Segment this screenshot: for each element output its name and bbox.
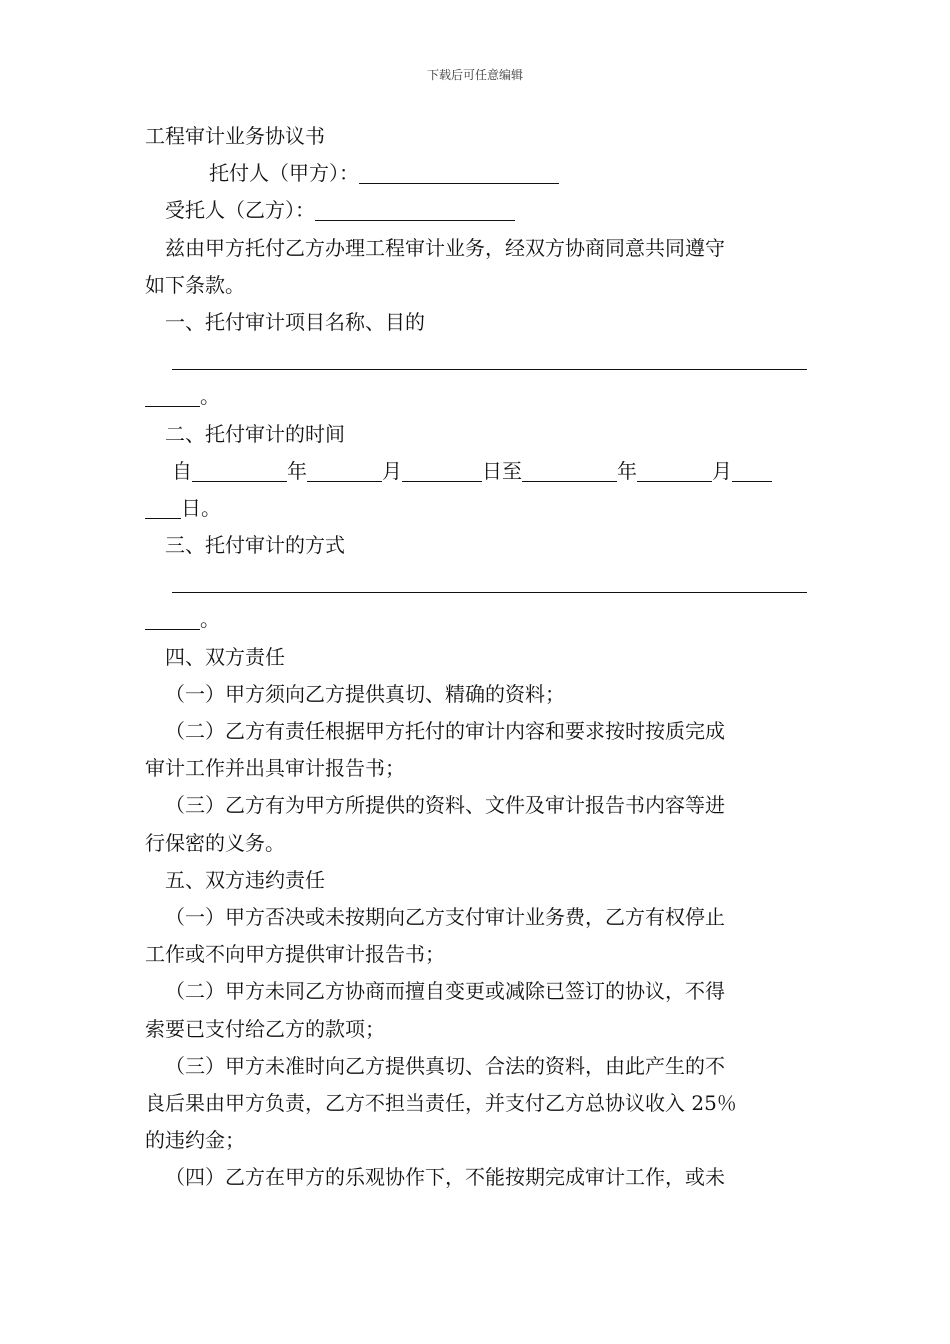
section-5-item-3b: 良后果由甲方负责，乙方不担当责任，并支付乙方总协议收入 25％ bbox=[145, 1090, 737, 1115]
end-month-blank bbox=[637, 457, 712, 482]
intro-line-2: 如下条款。 bbox=[145, 272, 245, 297]
section-3-title: 三、托付审计的方式 bbox=[165, 533, 345, 558]
party-a-blank bbox=[359, 159, 559, 184]
time-year-2: 年 bbox=[617, 458, 637, 483]
end-day-blank-2 bbox=[145, 494, 181, 519]
section-1-blank-end bbox=[145, 378, 810, 415]
start-year-blank bbox=[192, 457, 287, 482]
time-line bbox=[145, 453, 810, 490]
section-5-item-2b: 索要已支付给乙方的款项； bbox=[145, 1016, 385, 1041]
section-5-item-4a: （四）乙方在甲方的乐观协作下，不能按期完成审计工作，或未 bbox=[165, 1165, 725, 1190]
period: 。 bbox=[200, 384, 220, 409]
section-4-item-2b: 审计工作并出具审计报告书； bbox=[145, 756, 405, 781]
time-month: 月 bbox=[382, 458, 402, 483]
section-1-blank bbox=[172, 345, 807, 370]
time-day-end: 日。 bbox=[181, 495, 221, 520]
period-2: 。 bbox=[200, 607, 220, 632]
section-3-blank bbox=[172, 568, 807, 593]
party-a-label: 托付人（甲方）： bbox=[209, 161, 359, 186]
party-b-blank bbox=[315, 196, 515, 221]
section-5-item-2a: （二）甲方未同乙方协商而擅自变更或减除已签订的协议，不得 bbox=[165, 979, 725, 1004]
section-2-title: 二、托付审计的时间 bbox=[165, 421, 345, 446]
end-year-blank bbox=[522, 457, 617, 482]
section-4-item-3b: 行保密的义务。 bbox=[145, 830, 285, 855]
section-3-blank-tail bbox=[145, 605, 200, 630]
section-1-title: 一、托付审计项目名称、目的 bbox=[165, 309, 425, 334]
time-line-end bbox=[145, 490, 810, 527]
party-a-line bbox=[145, 155, 810, 192]
start-month-blank bbox=[307, 457, 382, 482]
section-3-blank-line bbox=[145, 564, 810, 601]
party-b-line bbox=[145, 192, 810, 229]
section-5-item-1a: （一）甲方否决或未按期向乙方支付审计业务费，乙方有权停止 bbox=[165, 904, 725, 929]
section-4-item-3a: （三）乙方有为甲方所提供的资料、文件及审计报告书内容等进 bbox=[165, 793, 725, 818]
time-month-2: 月 bbox=[712, 458, 732, 483]
agreement-document bbox=[145, 118, 810, 1196]
end-day-blank-1 bbox=[732, 457, 772, 482]
section-4-item-2a: （二）乙方有责任根据甲方托付的审计内容和要求按时按质完成 bbox=[165, 719, 725, 743]
section-5-item-3c: 的违约金； bbox=[145, 1128, 245, 1153]
page-header: 下载后可任意编辑 bbox=[426, 68, 523, 82]
time-day-to: 日至 bbox=[482, 458, 522, 483]
section-4-title: 四、双方责任 bbox=[165, 644, 285, 669]
time-year: 年 bbox=[287, 458, 307, 483]
party-b-label: 受托人（乙方）： bbox=[165, 198, 315, 223]
intro-line-1: 兹由甲方托付乙方办理工程审计业务，经双方协商同意共同遵守 bbox=[165, 235, 725, 260]
section-4-item-1: （一）甲方须向乙方提供真切、精确的资料； bbox=[165, 681, 565, 706]
section-5-item-3a: （三）甲方未准时向乙方提供真切、合法的资料，由此产生的不 bbox=[165, 1053, 725, 1078]
document-title: 工程审计业务协议书 bbox=[145, 124, 325, 148]
start-day-blank bbox=[402, 457, 482, 482]
section-1-blank-tail bbox=[145, 382, 200, 407]
section-3-blank-end bbox=[145, 601, 810, 638]
section-5-item-1b: 工作或不向甲方提供审计报告书； bbox=[145, 942, 445, 967]
section-1-blank-line bbox=[145, 341, 810, 378]
section-5-title: 五、双方违约责任 bbox=[165, 867, 325, 892]
time-from: 自 bbox=[172, 458, 192, 483]
